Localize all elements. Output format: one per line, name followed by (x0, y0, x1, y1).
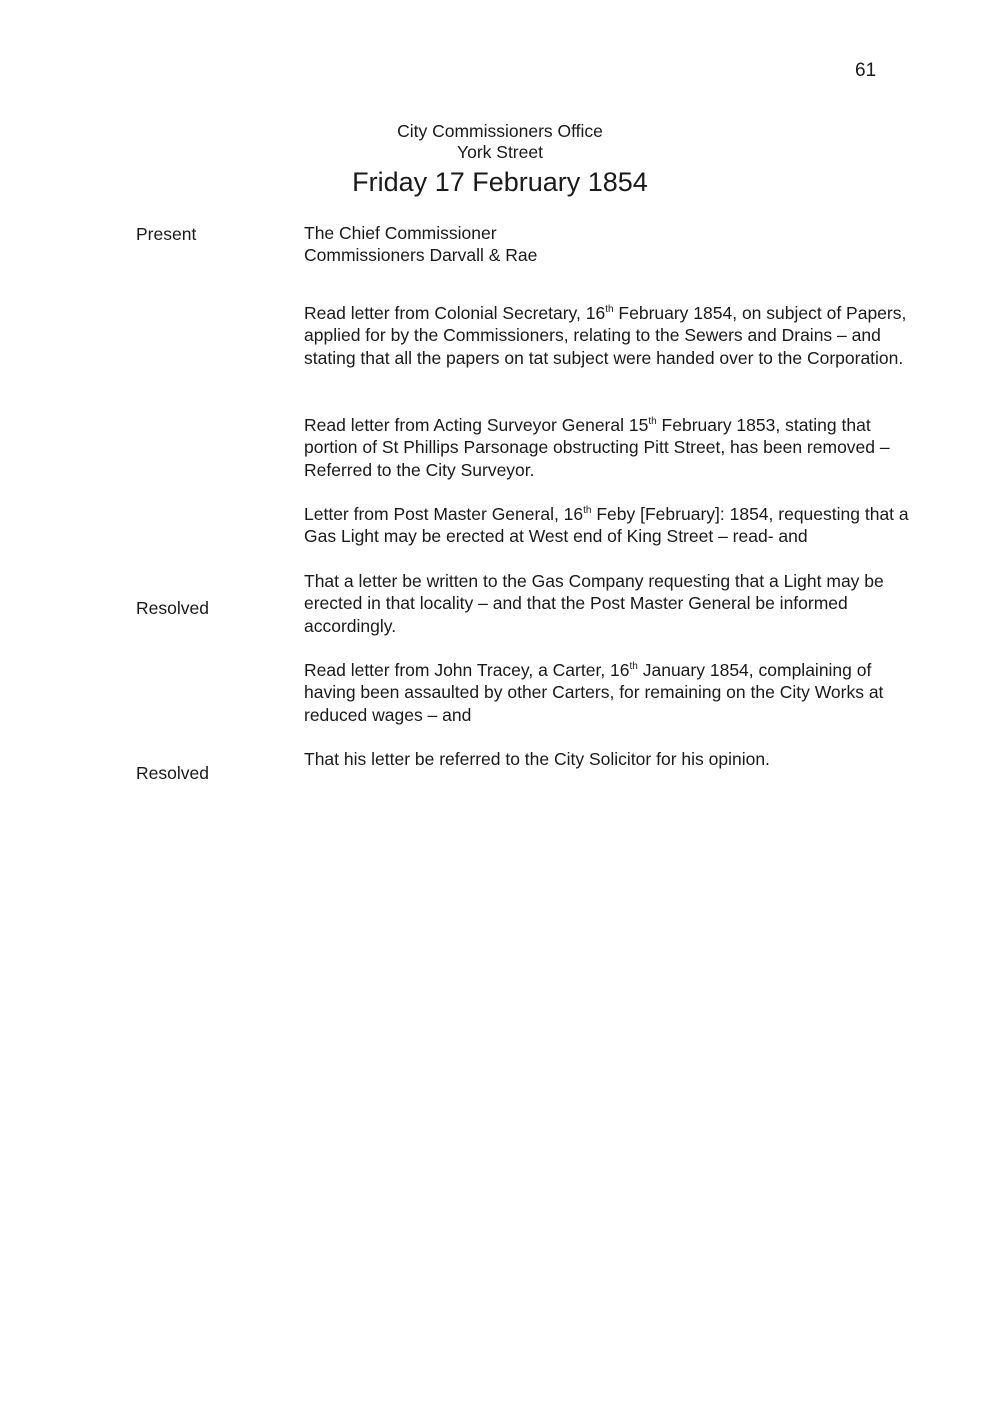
meeting-date: Friday 17 February 1854 (352, 167, 648, 197)
minute-text (304, 503, 924, 548)
document-header (0, 121, 1000, 199)
text-run: Letter from Post Master General, 16 (304, 504, 584, 524)
resolved-label: Resolved (136, 598, 209, 618)
office-street: York Street (457, 142, 543, 162)
text-run: Read letter from John Tracey, a Carter, 16 (304, 660, 630, 680)
superscript: th (583, 505, 592, 517)
text-run: Feby [February]: 1854, requesting that a Gas Light may be erected at West end of King Street – read- and (304, 504, 909, 547)
resolution-1 (304, 570, 924, 637)
minute-text (304, 414, 924, 481)
superscript: th (648, 416, 657, 428)
text-run: January 1854, complaining of having been assaulted by other Carters, for remaining on the City Works at reduced wages – and (304, 660, 884, 725)
office-name: City Commissioners Office (397, 121, 603, 141)
superscript: th (629, 661, 638, 673)
resolution-text: That his letter be referred to the City Solicitor for his opinion. (304, 749, 770, 769)
minute-item-1 (304, 302, 924, 369)
attendee-line: Commissioners Darvall & Rae (304, 245, 538, 266)
present-label: Present (136, 224, 197, 244)
attendees (304, 222, 924, 267)
page-number: 61 (855, 60, 877, 81)
text-run: February 1853, stating that portion of St Phillips Parsonage obstructing Pitt Street, has been removed – Referred to the City Surveyor. (304, 415, 890, 480)
minute-text (304, 302, 924, 369)
resolved-label: Resolved (136, 763, 209, 783)
text-run: February 1854, on subject of Papers, applied for by the Commissioners, relating to the Sewers and Drains – and stating that all the papers on tat subject were handed over to the Corporation. (304, 303, 907, 368)
superscript: th (605, 304, 614, 316)
resolution-text: That a letter be written to the Gas Company requesting that a Light may be erected in that locality – and that the Post Master General be informed accordingly. (304, 571, 884, 636)
attendee-line: The Chief Commissioner (304, 223, 497, 243)
resolution-2 (304, 748, 924, 770)
text-run: Read letter from Colonial Secretary, 16 (304, 303, 606, 323)
minute-item-4 (304, 659, 924, 726)
text-run: Read letter from Acting Surveyor General 15 (304, 415, 649, 435)
minute-text (304, 659, 924, 726)
minute-item-2 (304, 414, 924, 481)
minute-item-3 (304, 503, 924, 548)
